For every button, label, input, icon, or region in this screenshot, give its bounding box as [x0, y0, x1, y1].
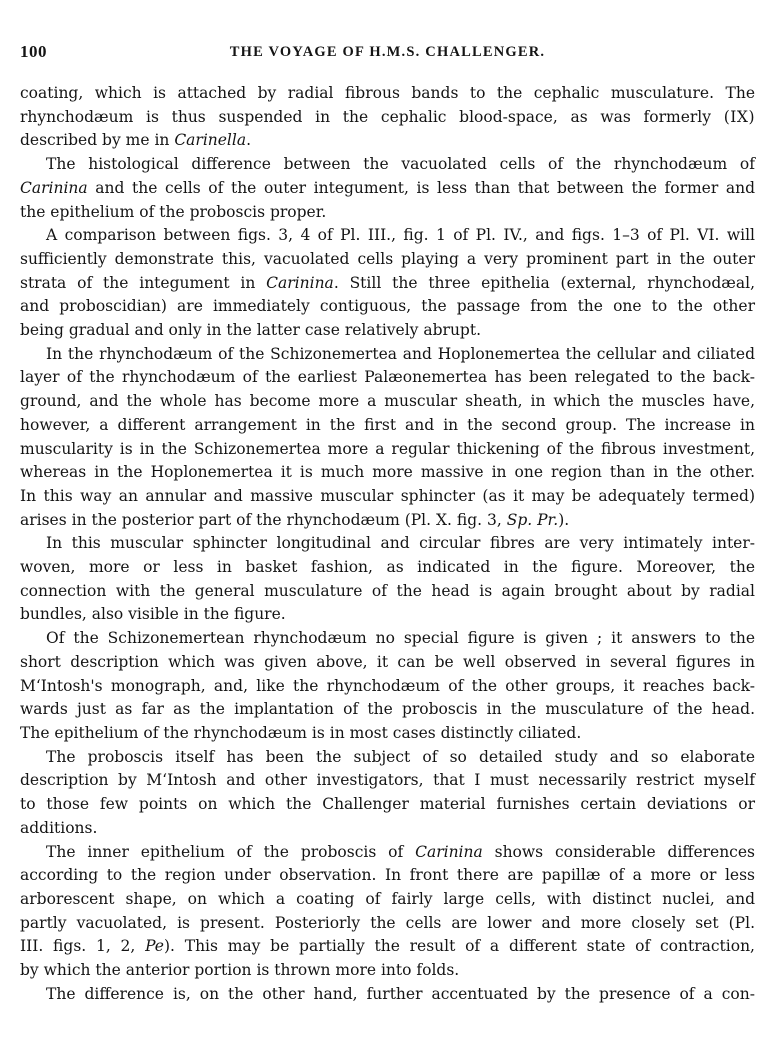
text-line: In this muscular sphincter longitudinal and circular fibres are very intimately inter-	[46, 534, 755, 553]
text-line: III. figs. 1, 2, Pe). This may be partially the result of a different state of contraction,	[20, 937, 755, 956]
body-text	[20, 82, 755, 1006]
text-line: arises in the posterior part of the rhynchodæum (Pl. X. fig. 3, Sp. Pr.).	[20, 510, 570, 529]
text-line: The inner epithelium of the proboscis of Carinina shows considerable differences	[46, 842, 755, 861]
text-line: according to the region under observation. In front there are papillæ of a more or less	[20, 866, 755, 885]
text-line: rhynchodæum is thus suspended in the cephalic blood-space, as was formerly (IX)	[20, 107, 755, 126]
text-line: Of the Schizonemertean rhynchodæum no special figure is given ; it answers to the	[46, 629, 755, 648]
page-header	[20, 42, 755, 66]
text-line: wards just as far as the implantation of the proboscis in the musculature of the head.	[20, 700, 755, 719]
text-line: arborescent shape, on which a coating of fairly large cells, with distinct nuclei, and	[20, 889, 755, 908]
page-number: 100	[20, 42, 47, 61]
text-line: connection with the general musculature of the head is again brought about by radial	[20, 581, 755, 600]
text-line: and proboscidian) are immediately contiguous, the passage from the one to the other	[20, 297, 755, 316]
text-line: The histological difference between the vacuolated cells of the rhynchodæum of	[46, 155, 755, 174]
text-line: coating, which is attached by radial fibrous bands to the cephalic musculature. The	[20, 84, 755, 102]
text-line: partly vacuolated, is present. Posteriorly the cells are lower and more closely set (Pl.	[20, 913, 755, 932]
text-line: muscularity is in the Schizonemertea more a regular thickening of the fibrous investment,	[20, 439, 755, 458]
text-line: layer of the rhynchodæum of the earliest Palæonemertea has been relegated to the back-	[20, 368, 755, 387]
text-line: being gradual and only in the latter case relatively abrupt.	[20, 321, 482, 340]
text-line: The difference is, on the other hand, further accentuated by the presence of a con-	[46, 984, 755, 1003]
text-line: woven, more or less in basket fashion, as indicated in the figure. Moreover, the	[20, 558, 755, 577]
text-line: described by me in Carinella.	[20, 131, 252, 150]
text-line: Carinina and the cells of the outer integument, is less than that between the former and	[20, 178, 755, 197]
text-line: The proboscis itself has been the subject of so detailed study and so elaborate	[46, 747, 755, 766]
text-line: short description which was given above, it can be well observed in several figures in	[20, 652, 755, 671]
text-line: In this way an annular and massive muscular sphincter (as it may be adequately termed)	[20, 486, 755, 505]
text-line: additions.	[20, 818, 98, 837]
text-line: ground, and the whole has become more a muscular sheath, in which the muscles have,	[20, 392, 755, 411]
text-line: M‘Intosh's monograph, and, like the rhynchodæum of the other groups, it reaches back-	[20, 676, 755, 695]
text-line: The epithelium of the rhynchodæum is in most cases distinctly ciliated.	[20, 723, 582, 742]
text-line: whereas in the Hoplonemertea it is much more massive in one region than in the other.	[20, 463, 755, 482]
text-line: the epithelium of the proboscis proper.	[20, 202, 327, 221]
text-line: however, a different arrangement in the first and in the second group. The increase in	[20, 415, 755, 434]
text-line: by which the anterior portion is thrown more into folds.	[20, 961, 460, 980]
text-line: bundles, also visible in the figure.	[20, 605, 286, 624]
text-line: In the rhynchodæum of the Schizonemertea and Hoplonemertea the cellular and ciliated	[46, 344, 755, 363]
text-line: sufficiently demonstrate this, vacuolated cells playing a very prominent part in the outer	[20, 249, 755, 268]
text-line: to those few points on which the Challenger material furnishes certain deviations or	[20, 795, 755, 814]
running-title: THE VOYAGE OF H.M.S. CHALLENGER.	[229, 44, 546, 60]
text-line: description by M‘Intosh and other investigators, that I must necessarily restrict myself	[20, 771, 755, 790]
text-line: A comparison between figs. 3, 4 of Pl. III., fig. 1 of Pl. IV., and figs. 1–3 of Pl. VI. will	[46, 226, 755, 245]
text-line: strata of the integument in Carinina. Still the three epithelia (external, rhynchodæal,	[20, 273, 755, 292]
